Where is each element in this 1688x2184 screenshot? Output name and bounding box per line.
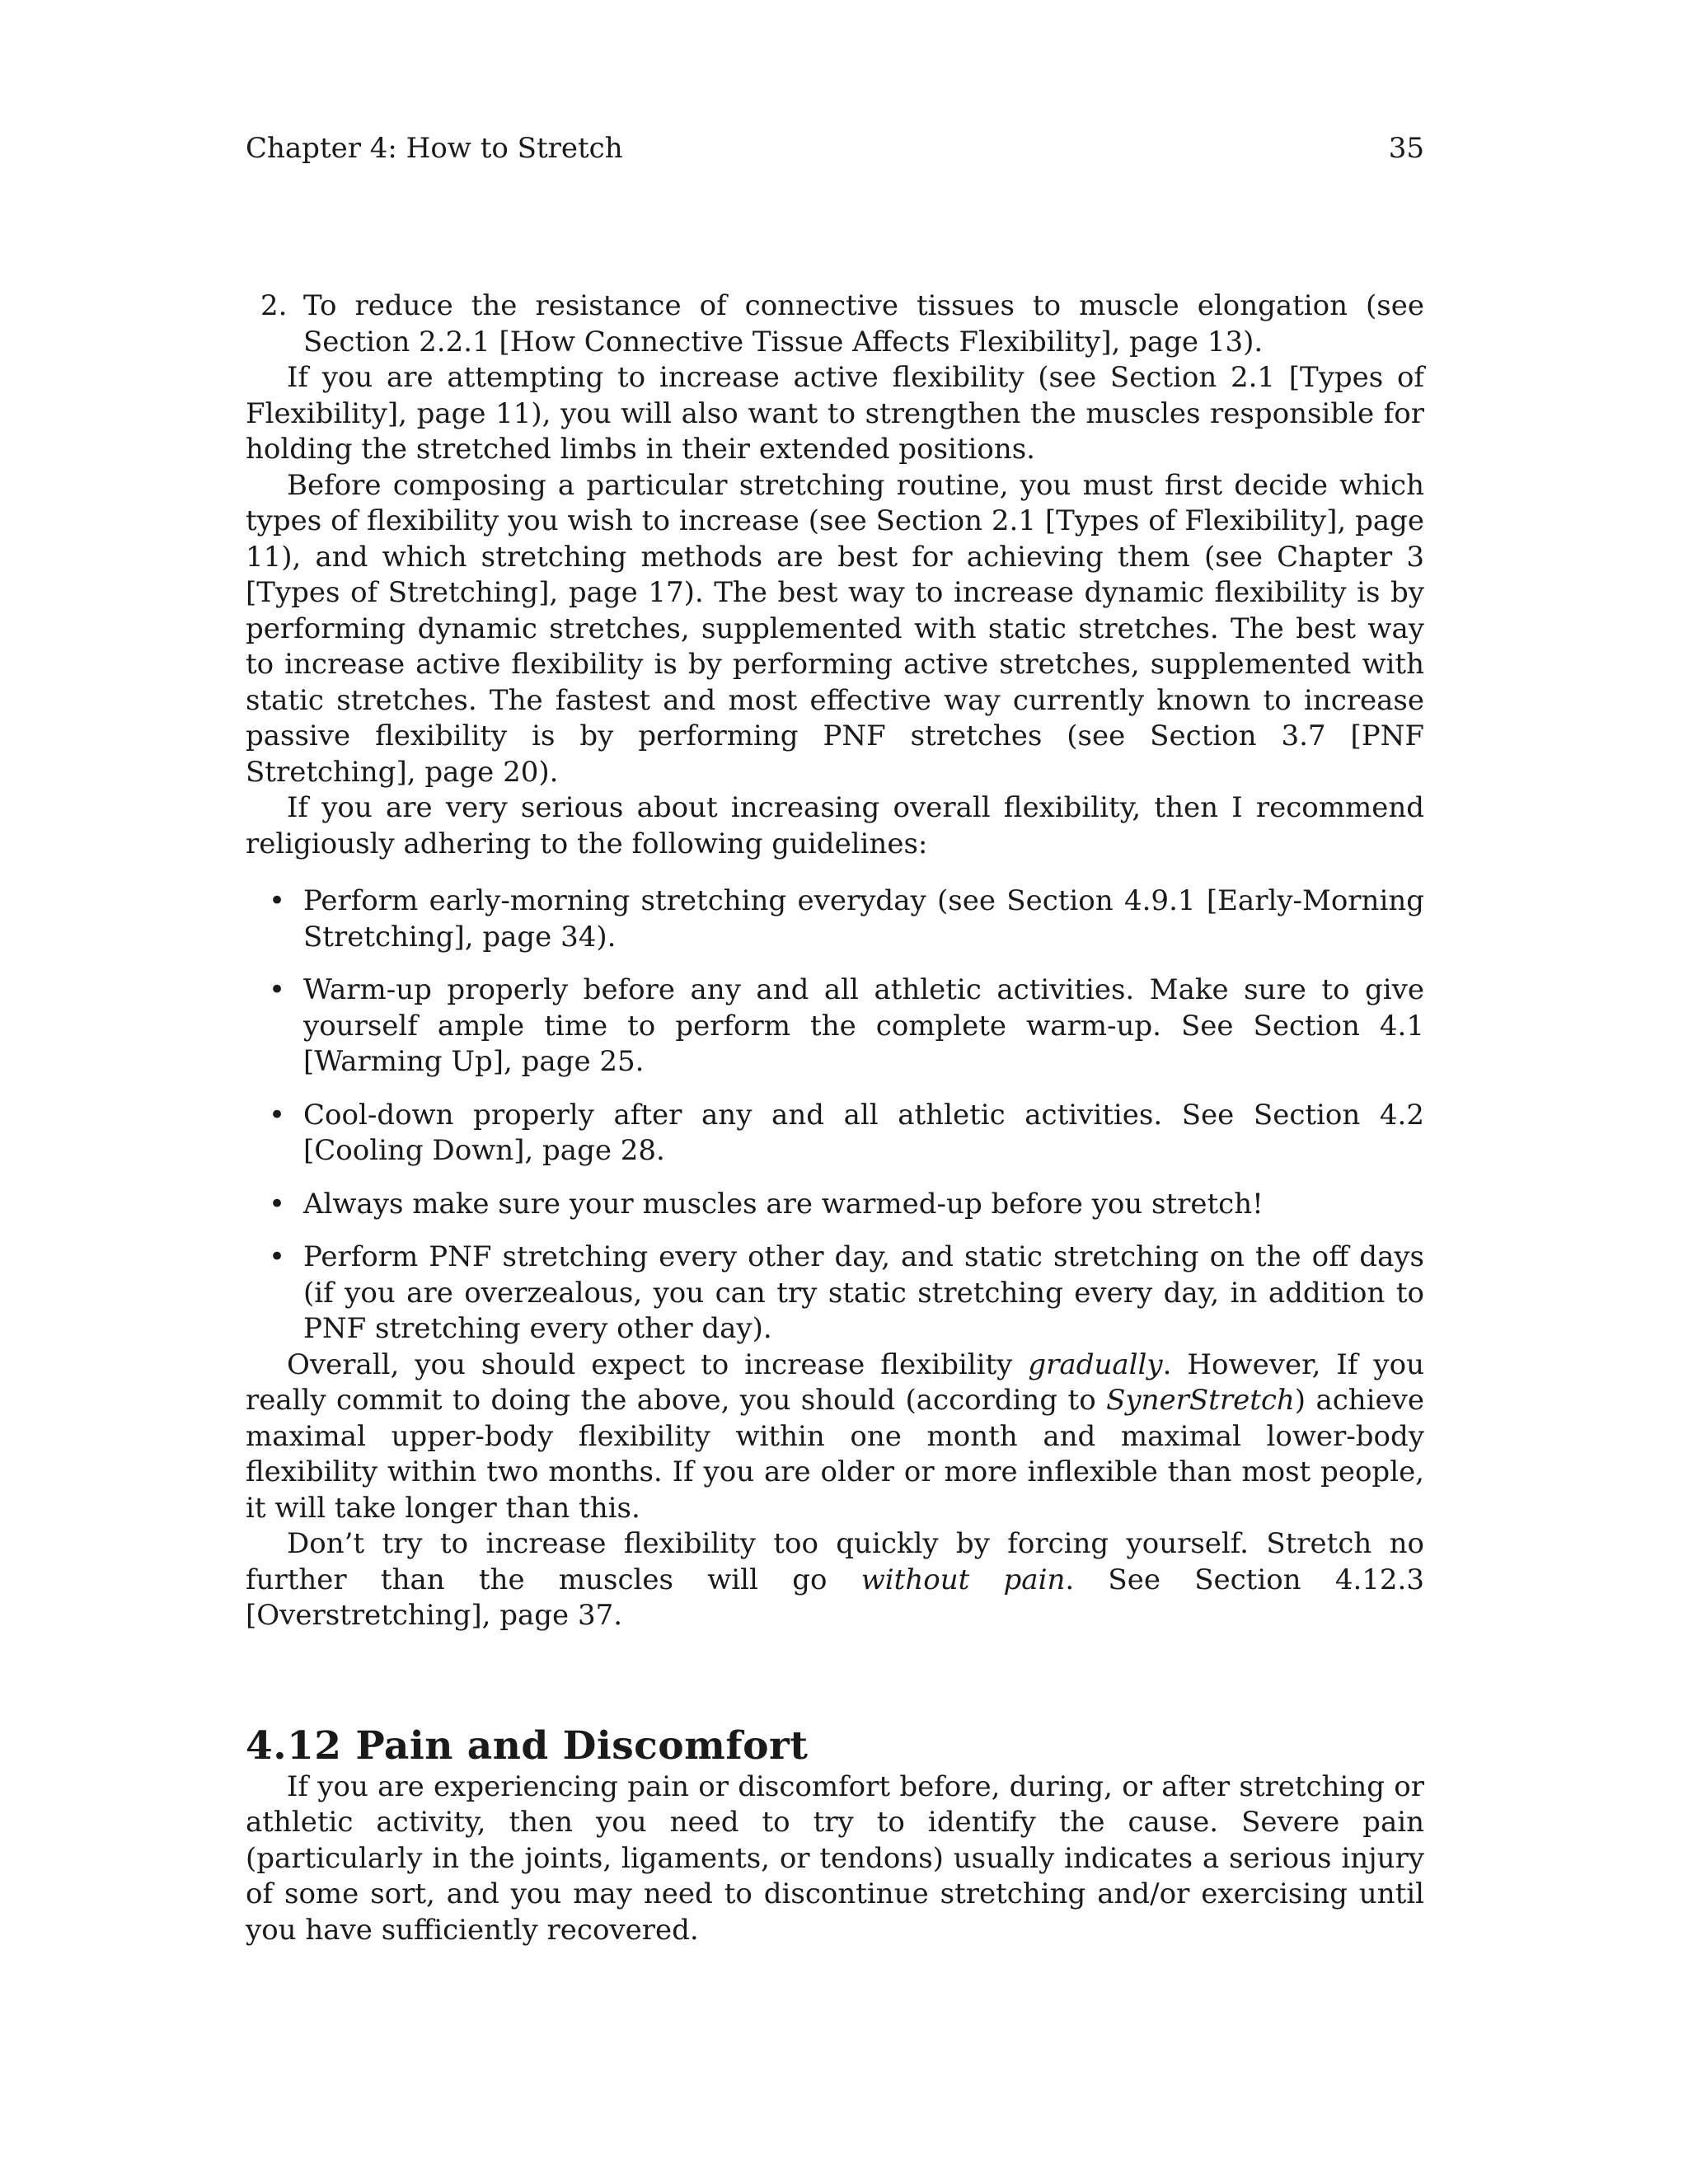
- running-header: [246, 132, 1424, 165]
- overall-text-2: . However, If you really commit to doing the above, you should (according to: [246, 1347, 1425, 1417]
- bullet-icon: •: [269, 884, 286, 917]
- bullet-icon: •: [269, 973, 286, 1006]
- paragraph-dont-force: [246, 1526, 1424, 1634]
- list-item-text: Perform PNF stretching every other day, and static stretching on the off days (if you are overzealous, you can try static stretching every day, in addition to PNF stretching every other day).: [303, 1240, 1424, 1345]
- overall-text-3: ) achieve maximal upper-body flexibility within one month and maximal lower-body flexibility within two months. If you are older or more inflexible than most people, it will take longer than this.: [246, 1384, 1424, 1525]
- list-item: [246, 1187, 1424, 1223]
- overall-text-1: Overall, you should expect to increase flexibility: [287, 1347, 1029, 1381]
- paragraph-guidelines-intro: If you are very serious about increasing overall flexibility, then I recommend religiously adhering to the following guidelines:: [246, 791, 1424, 860]
- numbered-list: [246, 288, 1424, 360]
- list-item: [246, 972, 1424, 1080]
- emphasis-synerstretch: SynerStretch: [1106, 1384, 1295, 1417]
- list-item-text: Warm-up properly before any and all athletic activities. Make sure to give yourself ample time to perform the complete warm-up. See Section 4.1 [Warming Up], page 25.: [303, 973, 1424, 1078]
- dont-text-1: Don’t try to increase flexibility too quickly by forcing yourself. Stretch no further than the muscles will go: [246, 1527, 1424, 1596]
- list-item-text: Perform early-morning stretching everyday (see Section 4.9.1 [Early-Morning Stretching], page 34).: [303, 884, 1424, 954]
- list-item-text: Cool-down properly after any and all athletic activities. See Section 4.2 [Cooling Down], page 28.: [303, 1098, 1424, 1167]
- list-item: [246, 288, 1424, 360]
- bullet-icon: •: [269, 1098, 286, 1132]
- paragraph-overall: [246, 1347, 1424, 1527]
- paragraph-stretching-routine: Before composing a particular stretching routine, you must first decide which types of flexibility you wish to increase (see Section 2.1 [Types of Flexibility], page 11), and which stretching methods are best for achieving them (see Chapter 3 [Types of Stretching], page 17). The best way to increase dynamic flexibility is by performing dynamic stretches, supplemented with static stretches. The best way to increase active flexibility is by performing active stretches, supplemented with static stretches. The fastest and most effective way currently known to increase passive flexibility is by performing PNF stretches (see Section 3.7 [PNF Stretching], page 20).: [246, 468, 1424, 789]
- guidelines-list: [246, 883, 1424, 1347]
- emphasis-gradually: gradually: [1028, 1347, 1163, 1381]
- chapter-title: Chapter 4: How to Stretch: [246, 132, 623, 165]
- emphasis-without-pain: without pain: [860, 1563, 1066, 1596]
- page-body: [246, 288, 1424, 1948]
- section-heading: 4.12 Pain and Discomfort: [246, 1722, 809, 1769]
- dont-text-2: . See Section 4.12.3 [Overstretching], page 37.: [246, 1563, 1424, 1632]
- list-item-text: To reduce the resistance of connective tissues to muscle elongation (see Section 2.2.1 [How Connective Tissue Affects Flexibility], page 13).: [303, 289, 1424, 359]
- list-item: [246, 883, 1424, 955]
- paragraph-pain-discomfort: If you are experiencing pain or discomfort before, during, or after stretching or athletic activity, then you need to try to identify the cause. Severe pain (particularly in the joints, ligaments, or tendons) usually indicates a serious injury of some sort, and you may need to discontinue stretching and/or exercising until you have sufficiently recovered.: [246, 1769, 1424, 1947]
- bullet-icon: •: [269, 1187, 286, 1221]
- list-item-number: 2.: [260, 289, 288, 322]
- paragraph-active-flexibility: If you are attempting to increase active flexibility (see Section 2.1 [Types of Flexibility], page 11), you will also want to strengthen the muscles responsible for holding the stretched limbs in their extended positions.: [246, 361, 1424, 466]
- page-number: 35: [1388, 132, 1424, 165]
- list-item-text: Always make sure your muscles are warmed-up before you stretch!: [303, 1187, 1264, 1221]
- list-item: [246, 1098, 1424, 1169]
- bullet-icon: •: [269, 1240, 286, 1273]
- list-item: [246, 1240, 1424, 1347]
